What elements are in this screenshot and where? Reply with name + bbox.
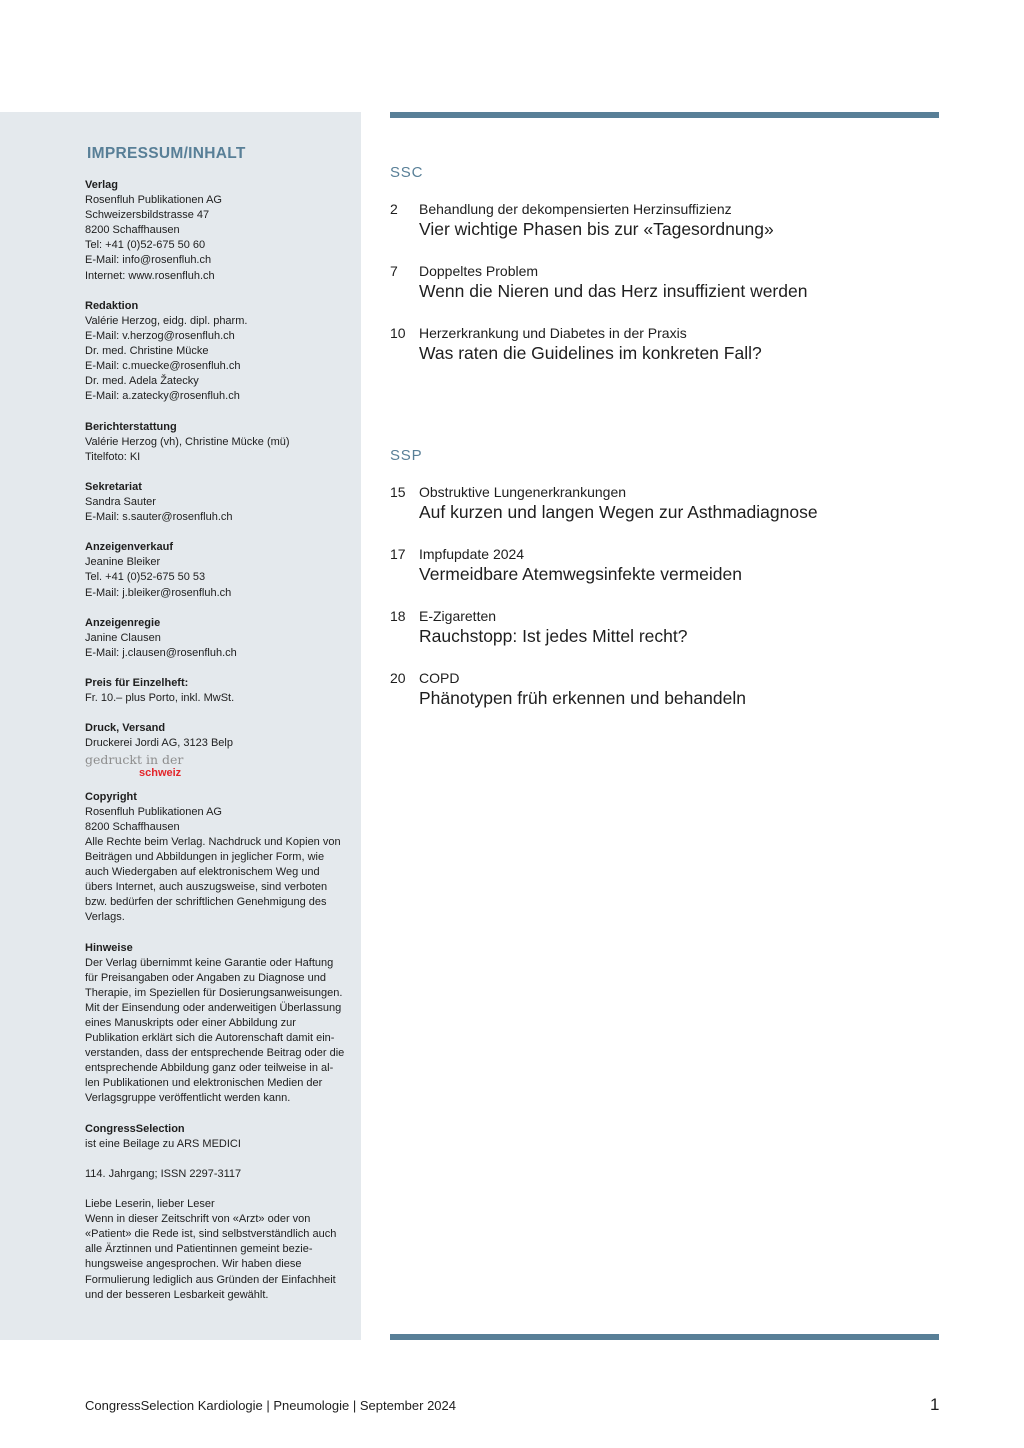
anzeigenverkauf-block xyxy=(85,540,351,600)
toc-bottom-rule xyxy=(390,1334,939,1340)
sekretariat-block xyxy=(85,480,351,525)
toc-page-number: 20 xyxy=(390,670,406,686)
toc-kicker: Obstruktive Lungenerkrankungen xyxy=(419,484,627,500)
preis-heading: Preis für Einzelheft: xyxy=(85,677,189,690)
leser-line: Liebe Leserin, lieber Leser xyxy=(85,1198,215,1211)
sekretariat-heading: Sekretariat xyxy=(85,480,142,493)
verlag-line: 8200 Schaffhausen xyxy=(85,224,180,237)
impressum-body xyxy=(85,178,351,1318)
anzeigenverkauf-line: Tel. +41 (0)52-675 50 53 xyxy=(85,571,206,584)
toc-kicker: Doppeltes Problem xyxy=(419,263,539,279)
toc-page-number: 2 xyxy=(390,201,398,217)
hinweise-line: Therapie, im Speziellen für Dosierungsanweisungen. xyxy=(85,986,343,999)
toc-kicker: Behandlung der dekompensierten Herzinsuffizienz xyxy=(419,201,732,217)
leser-line: «Patient» die Rede ist, sind selbstverständlich auch xyxy=(85,1228,337,1241)
redaktion-heading: Redaktion xyxy=(85,299,139,312)
toc-page-number: 7 xyxy=(390,263,398,279)
toc-top-rule xyxy=(390,112,939,118)
berichterstattung-line: Titelfoto: KI xyxy=(85,450,141,463)
berichterstattung-line: Valérie Herzog (vh), Christine Mücke (mü) xyxy=(85,435,290,448)
toc-title: Rauchstopp: Ist jedes Mittel recht? xyxy=(419,626,688,646)
toc-page-number: 15 xyxy=(390,484,406,500)
verlag-line: Rosenfluh Publikationen AG xyxy=(85,194,222,207)
toc-kicker: Herzerkrankung und Diabetes in der Praxis xyxy=(419,325,687,341)
congress-heading: CongressSelection xyxy=(85,1122,185,1135)
berichterstattung-heading: Berichterstattung xyxy=(85,420,177,433)
druck-line: Druckerei Jordi AG, 3123 Belp xyxy=(85,737,233,750)
redaktion-line: Dr. med. Adela Žatecky xyxy=(85,375,199,388)
verlag-line: E-Mail: info@rosenfluh.ch xyxy=(85,254,212,267)
redaktion-block xyxy=(85,299,351,405)
hinweise-line: für Preisangaben oder Angaben zu Diagnose und xyxy=(85,971,326,984)
jahrgang-block xyxy=(85,1167,351,1182)
berichterstattung-block xyxy=(85,420,351,465)
toc-title: Was raten die Guidelines im konkreten Fall? xyxy=(419,343,762,363)
toc-title: Auf kurzen und langen Wegen zur Asthmadiagnose xyxy=(419,502,818,522)
page-number: 1 xyxy=(930,1395,940,1414)
hinweise-line: entsprechende Abbildung ganz oder teilweise in al- xyxy=(85,1062,334,1075)
verlag-line: Tel: +41 (0)52-675 50 60 xyxy=(85,239,206,252)
leser-block xyxy=(85,1197,351,1303)
anzeigenverkauf-line: Jeanine Bleiker xyxy=(85,556,161,569)
hinweise-heading: Hinweise xyxy=(85,941,133,954)
toc-title: Vermeidbare Atemwegsinfekte vermeiden xyxy=(419,564,742,584)
leser-line: alle Ärztinnen und Patientinnen gemeint bezie- xyxy=(85,1243,313,1256)
copyright-line: auch Wiedergaben auf elektronischem Weg und xyxy=(85,866,320,879)
druck-heading: Druck, Versand xyxy=(85,722,166,735)
verlag-heading: Verlag xyxy=(85,179,119,191)
footer-publication-line: CongressSelection Kardiologie | Pneumologie | September 2024 xyxy=(85,1398,456,1413)
redaktion-line: E-Mail: a.zatecky@rosenfluh.ch xyxy=(85,390,240,403)
leser-line: Formulierung lediglich aus Gründen der Einfachheit xyxy=(85,1273,336,1286)
hinweise-line: len Publikationen und elektronischen Medien der xyxy=(85,1077,323,1090)
section-label-ssp: SSP xyxy=(390,447,423,464)
verlag-line: Internet: www.rosenfluh.ch xyxy=(85,269,215,282)
toc-title: Wenn die Nieren und das Herz insuffizient werden xyxy=(419,281,808,301)
verlag-block xyxy=(85,178,351,284)
hinweise-block xyxy=(85,941,351,1107)
congress-block xyxy=(85,1122,351,1152)
congress-line: ist eine Beilage zu ARS MEDICI xyxy=(85,1137,241,1150)
toc-title: Phänotypen früh erkennen und behandeln xyxy=(419,688,746,708)
verlag-line: Schweizersbildstrasse 47 xyxy=(85,209,210,222)
toc-title: Vier wichtige Phasen bis zur «Tagesordnung» xyxy=(419,219,774,239)
preis-line: Fr. 10.– plus Porto, inkl. MwSt. xyxy=(85,692,235,705)
toc-kicker: Impfupdate 2024 xyxy=(419,546,525,562)
anzeigenverkauf-line: E-Mail: j.bleiker@rosenfluh.ch xyxy=(85,586,232,599)
anzeigenregie-line: Janine Clausen xyxy=(85,631,161,644)
copyright-line: Beiträgen und Abbildungen in jeglicher Form, wie xyxy=(85,850,325,863)
logo-text-line1: gedruckt in der xyxy=(85,751,184,767)
printed-in-switzerland-logo xyxy=(85,752,205,782)
anzeigenregie-block xyxy=(85,616,351,661)
leser-line: hungsweise angesprochen. Wir haben diese xyxy=(85,1258,302,1271)
copyright-line: Alle Rechte beim Verlag. Nachdruck und Kopien von xyxy=(85,835,341,848)
copyright-line: bzw. bedürfen der schriftlichen Genehmigung des xyxy=(85,896,327,909)
copyright-line: Verlags. xyxy=(85,911,125,924)
logo-text-line2: schweiz xyxy=(139,766,182,779)
redaktion-line: Dr. med. Christine Mücke xyxy=(85,345,209,358)
toc-page-number: 17 xyxy=(390,546,406,562)
sekretariat-line: Sandra Sauter xyxy=(85,495,156,508)
anzeigenverkauf-heading: Anzeigenverkauf xyxy=(85,541,174,554)
toc-page-number: 10 xyxy=(390,325,406,341)
hinweise-line: verstanden, dass der entsprechende Beitrag oder die xyxy=(85,1047,345,1060)
toc-page-number: 18 xyxy=(390,608,406,624)
copyright-heading: Copyright xyxy=(85,790,137,803)
hinweise-line: Publikation erklärt sich die Autorenschaft damit ein- xyxy=(85,1032,335,1045)
section-label-ssc: SSC xyxy=(390,164,424,181)
copyright-line: übers Internet, auch auszugsweise, sind verboten xyxy=(85,881,328,894)
preis-block xyxy=(85,676,351,706)
anzeigenregie-line: E-Mail: j.clausen@rosenfluh.ch xyxy=(85,646,237,659)
toc-kicker: COPD xyxy=(419,670,460,686)
leser-line: Wenn in dieser Zeitschrift von «Arzt» oder von xyxy=(85,1213,311,1226)
redaktion-line: Valérie Herzog, eidg. dipl. pharm. xyxy=(85,314,248,327)
hinweise-line: Der Verlag übernimmt keine Garantie oder Haftung xyxy=(85,956,334,969)
copyright-line: 8200 Schaffhausen xyxy=(85,820,180,833)
druck-block xyxy=(85,721,351,781)
toc-kicker: E-Zigaretten xyxy=(419,608,497,624)
sekretariat-line: E-Mail: s.sauter@rosenfluh.ch xyxy=(85,511,233,524)
hinweise-line: Mit der Einsendung oder anderweitigen Überlassung xyxy=(85,1001,342,1014)
anzeigenregie-heading: Anzeigenregie xyxy=(85,616,161,629)
jahrgang-line: 114. Jahrgang; ISSN 2297-3117 xyxy=(85,1167,242,1180)
redaktion-line: E-Mail: c.muecke@rosenfluh.ch xyxy=(85,360,241,373)
leser-line: und der besseren Lesbarkeit gewählt. xyxy=(85,1288,269,1301)
hinweise-line: eines Manuskripts oder einer Abbildung zur xyxy=(85,1016,296,1029)
copyright-line: Rosenfluh Publikationen AG xyxy=(85,805,222,818)
redaktion-line: E-Mail: v.herzog@rosenfluh.ch xyxy=(85,329,235,342)
hinweise-line: Verlagsgruppe veröffentlicht werden kann. xyxy=(85,1092,291,1105)
copyright-block xyxy=(85,790,351,926)
impressum-title: IMPRESSUM/INHALT xyxy=(87,145,246,162)
